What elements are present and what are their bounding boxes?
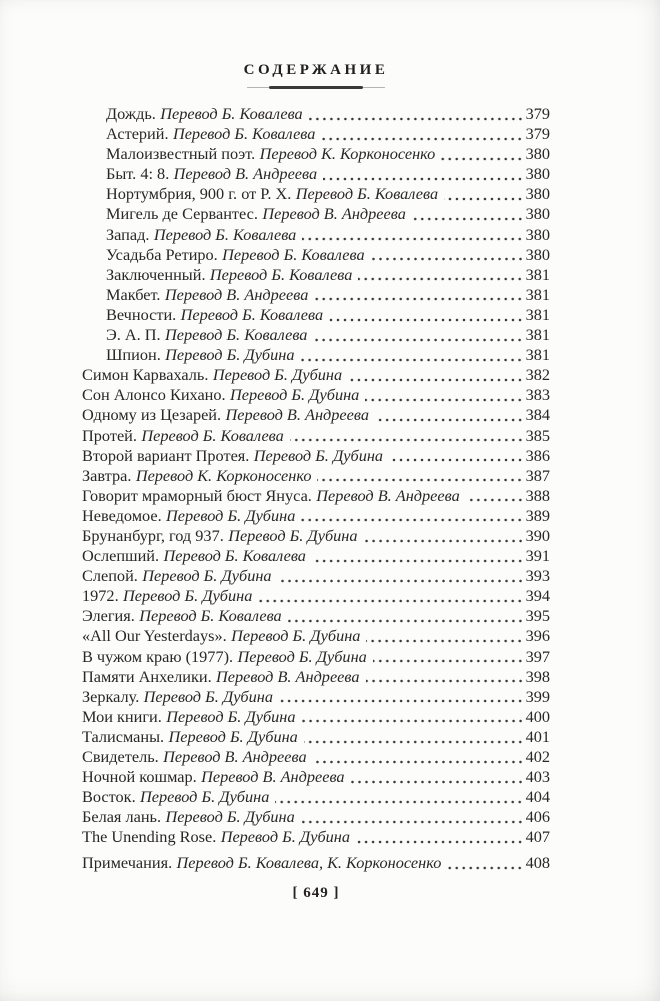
entry-title: Шпион. bbox=[106, 345, 161, 365]
entry-page-number: 403 bbox=[525, 767, 550, 787]
entry-title: Нортумбрия, 900 г. от Р. Х. bbox=[106, 184, 292, 204]
dot-leader bbox=[323, 164, 524, 184]
entry-translator: Перевод Б. Дубина bbox=[166, 706, 296, 726]
entry-title: Белая лань. bbox=[82, 807, 162, 827]
entry-page-number: 401 bbox=[525, 726, 550, 746]
entry-translator: Перевод В. Андреева bbox=[316, 485, 460, 505]
entry-page-number: 395 bbox=[525, 606, 550, 626]
entry-page-number: 407 bbox=[525, 827, 550, 847]
toc-entry bbox=[82, 707, 550, 727]
dot-leader bbox=[412, 204, 525, 224]
entry-translator: Перевод Б. Дубина bbox=[140, 787, 270, 807]
dot-leader bbox=[329, 305, 524, 325]
toc-entry bbox=[82, 164, 550, 184]
dot-leader bbox=[365, 385, 524, 405]
toc-entry bbox=[82, 446, 550, 466]
dot-leader bbox=[278, 566, 525, 586]
toc-entry bbox=[82, 204, 550, 224]
entry-title: Второй вариант Протея. bbox=[82, 445, 250, 465]
entry-page-number: 397 bbox=[525, 646, 550, 666]
toc-entry bbox=[82, 426, 550, 446]
entry-translator: Перевод В. Андреева bbox=[163, 747, 307, 766]
dot-leader bbox=[351, 767, 525, 787]
entry-title: Симон Карвахаль. bbox=[82, 365, 209, 385]
entry-translator: Перевод Б. Ковалева, К. Корконосенко bbox=[176, 853, 442, 873]
entry-page-number: 380 bbox=[525, 184, 550, 204]
dot-leader bbox=[366, 626, 524, 646]
entry-page-number: 391 bbox=[525, 546, 550, 566]
contents-header bbox=[82, 62, 550, 89]
dot-leader bbox=[290, 426, 525, 446]
entry-title: Усадьба Ретиро. bbox=[106, 244, 218, 264]
toc-entry bbox=[82, 566, 550, 586]
entry-translator: Перевод Б. Ковалева bbox=[153, 224, 297, 244]
entry-page-number: 379 bbox=[525, 124, 550, 144]
entry-page-number: 381 bbox=[525, 284, 550, 304]
entry-title: Завтра. bbox=[82, 465, 132, 485]
toc-entry bbox=[82, 124, 550, 144]
toc-entry bbox=[82, 747, 550, 767]
entry-translator: Перевод Б. Ковалева bbox=[172, 124, 316, 144]
dot-leader bbox=[312, 546, 525, 566]
entry-page-number: 398 bbox=[525, 666, 550, 686]
entry-title: Ночной кошмар. bbox=[82, 767, 197, 787]
dot-leader bbox=[366, 667, 525, 687]
toc-entry bbox=[82, 787, 550, 807]
entry-translator: Перевод Б. Дубина bbox=[165, 807, 295, 827]
entry-page-number: 399 bbox=[525, 686, 550, 706]
entry-title: Восток. bbox=[82, 787, 136, 807]
toc-entry bbox=[82, 385, 550, 405]
folio: [ 649 ] bbox=[292, 884, 340, 901]
entry-translator: Перевод Б. Ковалева bbox=[141, 425, 284, 445]
dot-leader bbox=[444, 184, 524, 204]
entry-title: Малоизвестный поэт. bbox=[106, 144, 256, 164]
entry-title: Зеркалу. bbox=[82, 686, 140, 706]
toc-entry bbox=[82, 647, 550, 667]
entry-page-number: 380 bbox=[525, 204, 550, 224]
entry-page-number: 380 bbox=[525, 244, 550, 264]
entry-title: Одному из Цезарей. bbox=[82, 405, 222, 425]
entry-title: Запад. bbox=[106, 224, 150, 244]
toc-entry bbox=[82, 586, 550, 606]
toc-entry bbox=[82, 526, 550, 546]
dot-leader bbox=[356, 827, 525, 847]
dot-leader bbox=[279, 687, 525, 707]
entry-title: Астерий. bbox=[106, 124, 169, 144]
toc-entry bbox=[82, 506, 550, 526]
dot-leader bbox=[348, 365, 524, 385]
entry-title: Мои книги. bbox=[82, 706, 162, 726]
dot-leader bbox=[321, 124, 524, 144]
page-title: СОДЕРЖАНИЕ bbox=[243, 62, 389, 78]
entry-translator: Перевод Б. Ковалева bbox=[222, 244, 365, 264]
entry-translator: Перевод Б. Дубина bbox=[253, 445, 384, 465]
entry-page-number: 381 bbox=[525, 325, 550, 345]
dot-leader bbox=[313, 747, 525, 767]
entry-translator: Перевод К. Корконосенко bbox=[259, 144, 436, 164]
entry-page-number: 386 bbox=[525, 445, 550, 465]
entry-page-number: 390 bbox=[525, 525, 550, 545]
dot-leader bbox=[314, 285, 524, 305]
toc-entry bbox=[82, 667, 550, 687]
toc-entry bbox=[82, 144, 550, 164]
entry-title: В чужом краю (1977). bbox=[82, 646, 234, 666]
dot-leader bbox=[441, 144, 524, 164]
header-ornament-rule bbox=[247, 86, 385, 89]
entry-translator: Перевод Б. Ковалева bbox=[295, 184, 439, 204]
entry-title: Быт. 4: 8. bbox=[106, 164, 170, 184]
entry-title: Свидетель. bbox=[82, 747, 159, 766]
toc-entry bbox=[82, 325, 550, 345]
entry-title: Заключенный. bbox=[106, 264, 206, 284]
entry-title: Талисманы. bbox=[82, 726, 165, 746]
entry-page-number: 381 bbox=[525, 264, 550, 284]
entry-title: Говорит мраморный бюст Януса. bbox=[82, 485, 312, 505]
entry-page-number: 393 bbox=[525, 566, 550, 586]
entry-page-number: 406 bbox=[525, 807, 550, 827]
entry-title: Элегия. bbox=[82, 606, 135, 626]
entry-translator: Перевод Б. Дубина bbox=[212, 365, 343, 385]
toc-entry bbox=[82, 626, 550, 646]
entry-page-number: 382 bbox=[525, 365, 550, 385]
entry-translator: Перевод Б. Дубина bbox=[237, 646, 367, 666]
entry-translator: Перевод В. Андреева bbox=[201, 767, 345, 787]
entry-page-number: 379 bbox=[525, 104, 550, 123]
entry-title: Дождь. bbox=[106, 104, 156, 123]
entry-translator: Перевод В. Андреева bbox=[216, 666, 360, 686]
toc-list bbox=[82, 104, 550, 874]
dot-leader bbox=[375, 405, 525, 425]
entry-translator: Перевод Б. Дубина bbox=[142, 566, 272, 586]
entry-page-number: 380 bbox=[525, 164, 550, 184]
dot-leader bbox=[317, 466, 524, 486]
entry-page-number: 380 bbox=[525, 144, 550, 164]
entry-title: Брунанбург, год 937. bbox=[82, 525, 224, 545]
toc-entry bbox=[82, 265, 550, 285]
entry-translator: Перевод Б. Дубина bbox=[168, 726, 298, 746]
entry-title: Макбет. bbox=[106, 284, 161, 304]
dot-leader bbox=[371, 245, 525, 265]
toc-entry bbox=[82, 767, 550, 787]
entry-title: Неведомое. bbox=[82, 505, 162, 525]
entry-page-number: 389 bbox=[525, 505, 550, 525]
entry-translator: Перевод Б. Дубина bbox=[123, 586, 253, 606]
entry-translator: Перевод В. Андреева bbox=[164, 284, 309, 304]
dot-leader bbox=[304, 727, 525, 747]
entry-page-number: 380 bbox=[525, 224, 550, 244]
dot-leader bbox=[373, 647, 525, 667]
entry-title: 1972. bbox=[82, 586, 119, 606]
entry-title: Слепой. bbox=[82, 566, 138, 586]
toc-entry bbox=[82, 225, 550, 245]
entry-page-number: 408 bbox=[525, 853, 550, 873]
page-number-footer bbox=[82, 885, 550, 902]
entry-translator: Перевод В. Андреева bbox=[225, 405, 369, 425]
entry-title: Ослепший. bbox=[82, 546, 160, 566]
dot-leader bbox=[301, 807, 525, 827]
entry-title: Протей. bbox=[82, 425, 137, 445]
toc-entry bbox=[82, 807, 550, 827]
dot-leader bbox=[389, 446, 525, 466]
dot-leader bbox=[358, 265, 524, 285]
dot-leader bbox=[364, 526, 525, 546]
toc-entry bbox=[82, 687, 550, 707]
entry-title: Вечности. bbox=[106, 304, 177, 324]
entry-title: Примечания. bbox=[82, 853, 173, 873]
dot-leader bbox=[288, 606, 525, 626]
entry-translator: Перевод Б. Ковалева bbox=[180, 304, 324, 324]
entry-page-number: 385 bbox=[525, 425, 550, 445]
dot-leader bbox=[275, 787, 524, 807]
toc-entry bbox=[82, 486, 550, 506]
dot-leader bbox=[466, 486, 525, 506]
dot-leader bbox=[300, 345, 524, 365]
dot-leader bbox=[302, 225, 524, 245]
entry-translator: Перевод В. Андреева bbox=[262, 204, 406, 224]
toc-entry bbox=[82, 466, 550, 486]
toc-entry bbox=[82, 184, 550, 204]
entry-title: Памяти Анхелики. bbox=[82, 666, 212, 686]
entry-title: The Unending Rose. bbox=[82, 827, 217, 847]
entry-title: «All Our Yesterdays». bbox=[82, 626, 227, 646]
toc-entry bbox=[82, 827, 550, 847]
entry-page-number: 396 bbox=[525, 626, 550, 646]
toc-entry bbox=[82, 727, 550, 747]
entry-translator: Перевод Б. Дубина bbox=[166, 505, 296, 525]
entry-translator: Перевод Б. Дубина bbox=[165, 345, 295, 365]
entry-translator: Перевод Б. Ковалева bbox=[139, 606, 282, 626]
toc-entry bbox=[82, 104, 550, 124]
entry-page-number: 400 bbox=[525, 706, 550, 726]
entry-translator: Перевод Б. Дубина bbox=[228, 525, 358, 545]
toc-entry bbox=[82, 285, 550, 305]
toc-entry bbox=[82, 546, 550, 566]
dot-leader bbox=[258, 586, 524, 606]
entry-translator: Перевод Б. Дубина bbox=[220, 827, 350, 847]
toc-entry bbox=[82, 345, 550, 365]
entry-translator: Перевод Б. Дубина bbox=[143, 686, 273, 706]
toc-entry bbox=[82, 305, 550, 325]
dot-leader bbox=[313, 325, 524, 345]
entry-page-number: 384 bbox=[525, 405, 550, 425]
dot-leader bbox=[301, 506, 524, 526]
dot-leader bbox=[447, 853, 524, 873]
toc-entry bbox=[82, 405, 550, 425]
entry-page-number: 394 bbox=[525, 586, 550, 606]
entry-translator: Перевод Б. Ковалева bbox=[160, 104, 303, 123]
entry-translator: Перевод Б. Дубина bbox=[231, 626, 361, 646]
entry-title: Мигель де Сервантес. bbox=[106, 204, 258, 224]
entry-page-number: 381 bbox=[525, 345, 550, 365]
entry-page-number: 381 bbox=[525, 304, 550, 324]
entry-page-number: 387 bbox=[525, 465, 550, 485]
entry-page-number: 402 bbox=[525, 747, 550, 766]
entry-translator: Перевод Б. Ковалева bbox=[163, 546, 306, 566]
dot-leader bbox=[309, 104, 525, 124]
entry-title: Э. А. П. bbox=[106, 325, 161, 345]
entry-translator: Перевод Б. Ковалева bbox=[165, 325, 308, 345]
toc-entry bbox=[82, 365, 550, 385]
toc-entry bbox=[82, 606, 550, 626]
entry-page-number: 404 bbox=[525, 787, 550, 807]
entry-page-number: 388 bbox=[525, 485, 550, 505]
entry-title: Сон Алонсо Кихано. bbox=[82, 385, 226, 405]
toc-entry bbox=[82, 245, 550, 265]
entry-translator: Перевод В. Андреева bbox=[173, 164, 318, 184]
dot-leader bbox=[302, 707, 525, 727]
entry-translator: Перевод Б. Дубина bbox=[230, 385, 360, 405]
entry-page-number: 383 bbox=[525, 385, 550, 405]
entry-translator: Перевод К. Корконосенко bbox=[135, 465, 312, 485]
entry-translator: Перевод Б. Ковалева bbox=[209, 264, 353, 284]
toc-entry bbox=[82, 853, 550, 873]
